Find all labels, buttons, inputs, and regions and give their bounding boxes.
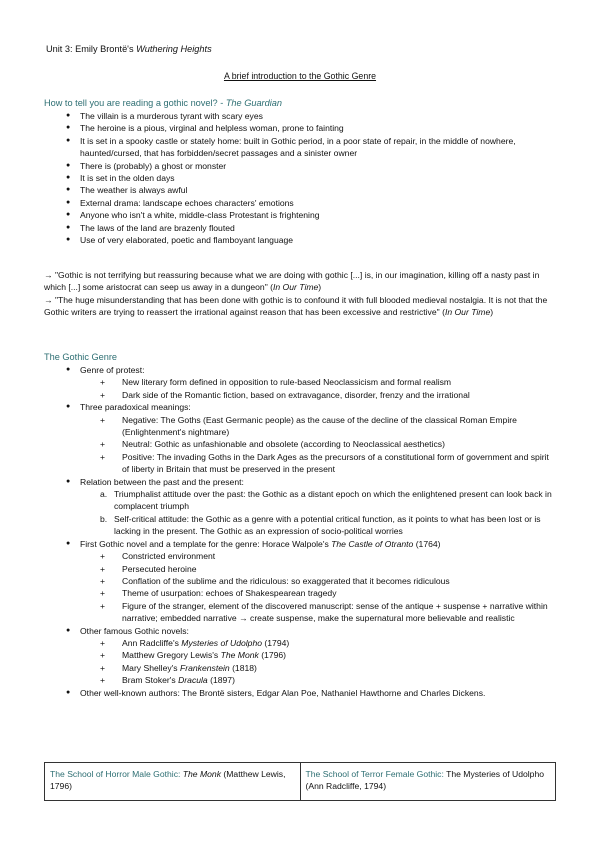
list-item: + Dark side of the Romantic fiction, based on extravagance, disorder, frenzy and the irrational [100,389,470,400]
table-cell-terror: The School of Terror Female Gothic: The Mysteries of Udolpho (Ann Radcliffe, 1794) [300,763,556,801]
list-item: b. Self-critical attitude: the Gothic as a genre with a potential critical function, as it points to what has been lost or is lacking in the present. The Gothic as an expression of socio-political worries [100,513,541,537]
gothic-genre-list [66,364,556,699]
unit-header: Unit 3: Emily Brontë's Wuthering Heights [46,44,212,54]
list-item: + New literary form defined in opposition to rule-based Neoclassicism and formal realism [100,377,452,388]
sub-list [100,488,556,538]
list-item-other-novels: ● Other famous Gothic novels: + Ann Radcliffe's Mysteries of Udolpho (1794) + Matthew Gregory Lewis's The Monk (1796) + Mary Shelley's Frankenstein (1818) + Bram Stoker's Dracula (1897) [66,625,556,687]
list-item: ● The heroine is a pious, virginal and helpless woman, prone to fainting [66,122,556,134]
list-item: + Theme of usurpation: echoes of Shakespearean tragedy [100,588,337,599]
list-item: ● External drama: landscape echoes characters' emotions [66,197,556,209]
list-item: + Neutral: Gothic as unfashionable and obsolete (according to Neoclassical aesthetics) [100,439,445,450]
list-item: + Matthew Gregory Lewis's The Monk (1796) [100,650,287,661]
book-title: Wuthering Heights [136,44,212,54]
gothic-signs-list [66,110,556,246]
list-item: + Ann Radcliffe's Mysteries of Udolpho (1794) [100,637,290,648]
list-item: + Mary Shelley's Frankenstein (1818) [100,662,257,673]
list-item: ● The villain is a murderous tyrant with scary eyes [66,110,556,122]
section-heading-how-to-tell: How to tell you are reading a gothic novel? - The Guardian [44,98,282,108]
schools-table [44,762,556,801]
list-item: + Constricted environment [100,551,216,562]
list-item-protest: ● Genre of protest: + New literary form defined in opposition to rule-based Neoclassicism and formal realism + Dark side of the Romantic fiction, based on extravagance, disorder, frenzy and the irrational [66,364,556,401]
quotes-block [44,269,556,319]
list-item: ● Anyone who isn't a white, middle-class Protestant is frightening [66,209,556,221]
table-row [45,763,556,801]
list-item: + Figure of the stranger, element of the discovered manuscript: sense of the antique + suspense + narrative within narrative; embedded narrative → create suspense, make the supernatural more believable and realistic [100,600,548,624]
list-item-relation: ● Relation between the past and the present: a. Triumphalist attitude over the past: the Gothic as a distant epoch on which the enlightened present can look back in complacent triumph b. Self-critical attitude: the Gothic as a genre with a potential critical function, as it points to what has been lost or is lacking in the present. The Gothic as an expression of socio-political worries [66,476,556,538]
quote-1: → "Gothic is not terrifying but reassuring because what we are doing with gothic [...] is, in our imagination, killing off a nasty past in which [...] some aristocrat can seep us away in a dungeon" (In Our Time) [44,270,540,293]
list-item: ● The weather is always awful [66,184,556,196]
list-item: ● It is set in the olden days [66,172,556,184]
list-item: + Conflation of the sublime and the ridiculous: so exaggerated that it becomes ridiculous [100,575,450,586]
list-item: ● There is (probably) a ghost or monster [66,160,556,172]
sub-list [100,414,556,476]
quote-2: → "The huge misunderstanding that has been done with gothic is to confound it with full blooded medieval nostalgia. It is not that the Gothic writers are trying to reassert the irrational against reason that has been excessive and restrictive" (In Our Time) [44,294,548,318]
list-item: + Persecuted heroine [100,563,197,574]
list-item: + Negative: The Goths (East Germanic people) as the cause of the decline of the classical Roman Empire (Enlightenment's nightmare) [100,414,517,438]
list-item: ● It is set in a spooky castle or stately home: built in Gothic period, in a poor state of repair, in the middle of nowhere, haunted/cursed, that has forbidden/secret passages and a sinister owner [66,135,556,160]
list-item: ● Use of very elaborated, poetic and flamboyant language [66,234,556,246]
intro-title: A brief introduction to the Gothic Genre [223,71,377,81]
list-item-authors: ● Other well-known authors: The Brontë sisters, Edgar Alan Poe, Nathaniel Hawthorne and Charles Dickens. [66,687,556,699]
list-item-first-novel: ● First Gothic novel and a template for the genre: Horace Walpole's The Castle of Otranto (1764) + Constricted environment + Persecuted heroine + Conflation of the sublime and the ridiculous: so exaggerated that it becomes ridiculous + Theme of usurpation: echoes of Shakespearean tragedy + Figure of the stranger, element of the discovered manuscript: sense of the antique + suspense + narrative within narrative; embedded narrative → create suspense, make the supernatural more believable and realistic [66,538,556,625]
section-heading-gothic-genre: The Gothic Genre [44,352,118,362]
sub-list [100,550,556,624]
list-item: + Positive: The invading Goths in the Dark Ages as the precursors of a constitutional form of government and spirit of liberty in Britain that must be preserved in the present [100,451,549,475]
list-item: a. Triumphalist attitude over the past: the Gothic as a distant epoch on which the enlightened present can look back in complacent triumph [100,489,552,512]
sub-list [100,376,556,401]
list-item: ● The laws of the land are brazenly flouted [66,222,556,234]
sub-list [100,637,556,687]
list-item-paradox: ● Three paradoxical meanings: + Negative: The Goths (East Germanic people) as the cause of the decline of the classical Roman Empire (Enlightenment's nightmare) + Neutral: Gothic as unfashionable and obsolete (according to Neoclassical aesthetics) + Positive: The invading Goths in the Dark Ages as the precursors of a constitutional form of government and spirit of liberty in Britain that must be preserved in the present [66,401,556,475]
table-cell-horror: The School of Horror Male Gothic: The Monk (Matthew Lewis, 1796) [45,763,301,801]
source-guardian: The Guardian [225,98,282,108]
list-item: + Bram Stoker's Dracula (1897) [100,675,235,686]
